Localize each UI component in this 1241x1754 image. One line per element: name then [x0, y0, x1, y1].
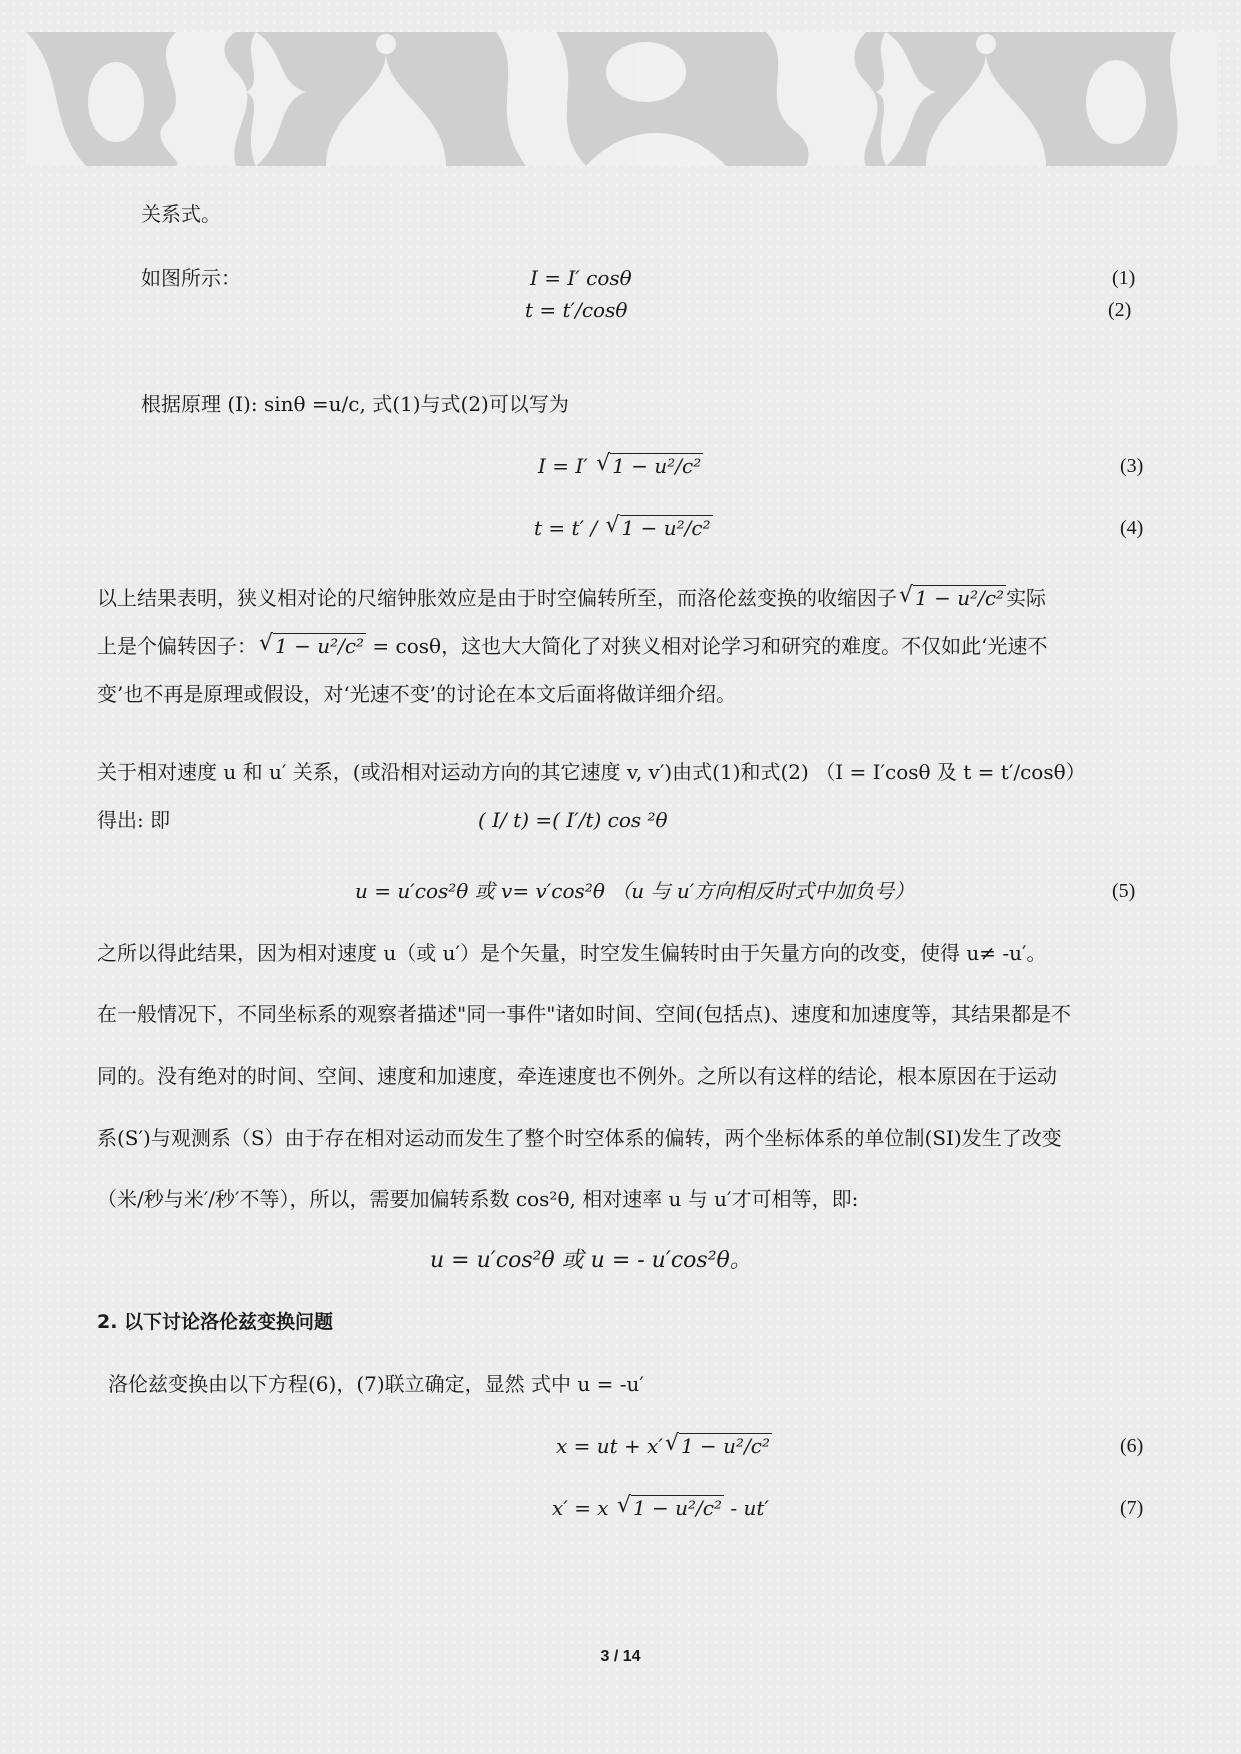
- sqrt-icon: [899, 584, 1006, 612]
- paragraph-lorentz-intro: 洛伦兹变换由以下方程(6)，(7)联立确定，显然 式中 u = -u′: [108, 1372, 644, 1396]
- equation-7-lhs: x′ = x: [552, 1496, 609, 1520]
- equation-5-number: (5): [1112, 880, 1136, 902]
- figure-label: 如图所示：: [141, 266, 241, 290]
- page-number: 3 / 14: [600, 1648, 641, 1665]
- paragraph-principle: 根据原理 (I): sinθ =u/c, 式(1)与式(2)可以写为: [141, 392, 569, 416]
- equation-2-number: (2): [1108, 299, 1132, 321]
- paragraph-velocity-line2: 得出: 即: [97, 808, 171, 832]
- damask-header-banner: [26, 32, 1217, 166]
- paragraph-vector-line2: 在一般情况下，不同坐标系的观察者描述"同一事件"诸如时间、空间(包括点)、速度和加速度等，其结果都是不: [97, 1002, 1072, 1026]
- equation-7-rhs: - ut′: [724, 1496, 769, 1520]
- equation-5: u = u′cos²θ 或 v= v′cos²θ （u 与 u′方向相反时式中加负号）: [355, 879, 915, 903]
- sqrt-icon: [259, 632, 366, 660]
- result-line2-radicand: 1 − u²/c²: [275, 634, 365, 658]
- paragraph-result-line3: 变’也不再是原理或假设，对‘光速不变’的讨论在本文后面将做详细介绍。: [97, 682, 737, 706]
- equation-4: [534, 514, 713, 542]
- equation-7-number: (7): [1120, 1497, 1144, 1519]
- equation-3-radicand: 1 − u²/c²: [612, 454, 702, 478]
- result-line1-text: 以上结果表明，狭义相对论的尺缩钟胀效应是由于时空偏转所至，而洛伦兹变换的收缩因子: [97, 586, 897, 610]
- sqrt-icon: [617, 1494, 724, 1522]
- equation-3-number: (3): [1120, 455, 1144, 477]
- velocity-ratio-equation: ( I/ t) =( I′/t) cos ²θ: [478, 808, 668, 832]
- equation-6-lhs: x = ut + x′: [556, 1434, 663, 1458]
- equation-3: [538, 452, 703, 480]
- paragraph-vector-line3: 同的。没有绝对的时间、空间、速度和加速度，牵连速度也不例外。之所以有这样的结论，根本原因在于运动: [97, 1064, 1057, 1088]
- equation-6-number: (6): [1120, 1435, 1144, 1457]
- sqrt-icon: [665, 1432, 772, 1460]
- equation-6-radicand: 1 − u²/c²: [680, 1434, 771, 1458]
- result-line1-end: 实际: [1006, 586, 1047, 610]
- paragraph-velocity-line1: 关于相对速度 u 和 u′ 关系，(或沿相对运动方向的其它速度 v, v′)由式(1)和式(2) （I = I′cosθ 及 t = t′/cosθ）: [97, 760, 1086, 784]
- equation-3-lhs: I = I′: [538, 454, 588, 478]
- paragraph-vector-line5: （米/秒与米′/秒′不等），所以，需要加偏转系数 cos²θ, 相对速率 u 与 u′才可相等，即:: [97, 1187, 859, 1211]
- result-line2-end: = cosθ，这也大大简化了对狭义相对论学习和研究的难度。不仅如此‘光速不: [366, 634, 1048, 658]
- equation-2: t = t′/cosθ: [525, 298, 628, 322]
- sqrt-icon: [606, 514, 713, 542]
- equation-4-lhs: t = t′ /: [534, 516, 598, 540]
- equation-7-radicand: 1 − u²/c²: [632, 1496, 722, 1520]
- result-line2-text: 上是个偏转因子：: [97, 634, 257, 658]
- damask-pattern-icon: [26, 32, 1217, 166]
- paragraph-intro: 关系式。: [141, 202, 221, 226]
- paragraph-result-line2: [97, 632, 1047, 660]
- equation-7: [552, 1494, 769, 1522]
- paragraph-result-line1: [97, 584, 1046, 612]
- paragraph-vector-line4: 系(S′)与观测系（S）由于存在相对运动而发生了整个时空体系的偏转，两个坐标体系的单位制(SI)发生了改变: [97, 1126, 1062, 1150]
- paragraph-vector-line1: 之所以得此结果，因为相对速度 u（或 u′）是个矢量，时空发生偏转时由于矢量方向的改变，使得 u≠ -u′。: [97, 941, 1047, 965]
- equation-1: I = I′ cosθ: [530, 266, 632, 290]
- velocity-equality-equation: u = u′cos²θ 或 u = - u′cos²θ。: [430, 1248, 752, 1273]
- equation-1-number: (1): [1112, 267, 1136, 289]
- equation-4-radicand: 1 − u²/c²: [621, 516, 711, 540]
- sqrt-icon: [596, 452, 703, 480]
- result-line1-radicand: 1 − u²/c²: [915, 586, 1005, 610]
- equation-6: [556, 1432, 772, 1460]
- section-heading-lorentz: 2. 以下讨论洛伦兹变换问题: [97, 1311, 334, 1333]
- equation-4-number: (4): [1120, 517, 1144, 539]
